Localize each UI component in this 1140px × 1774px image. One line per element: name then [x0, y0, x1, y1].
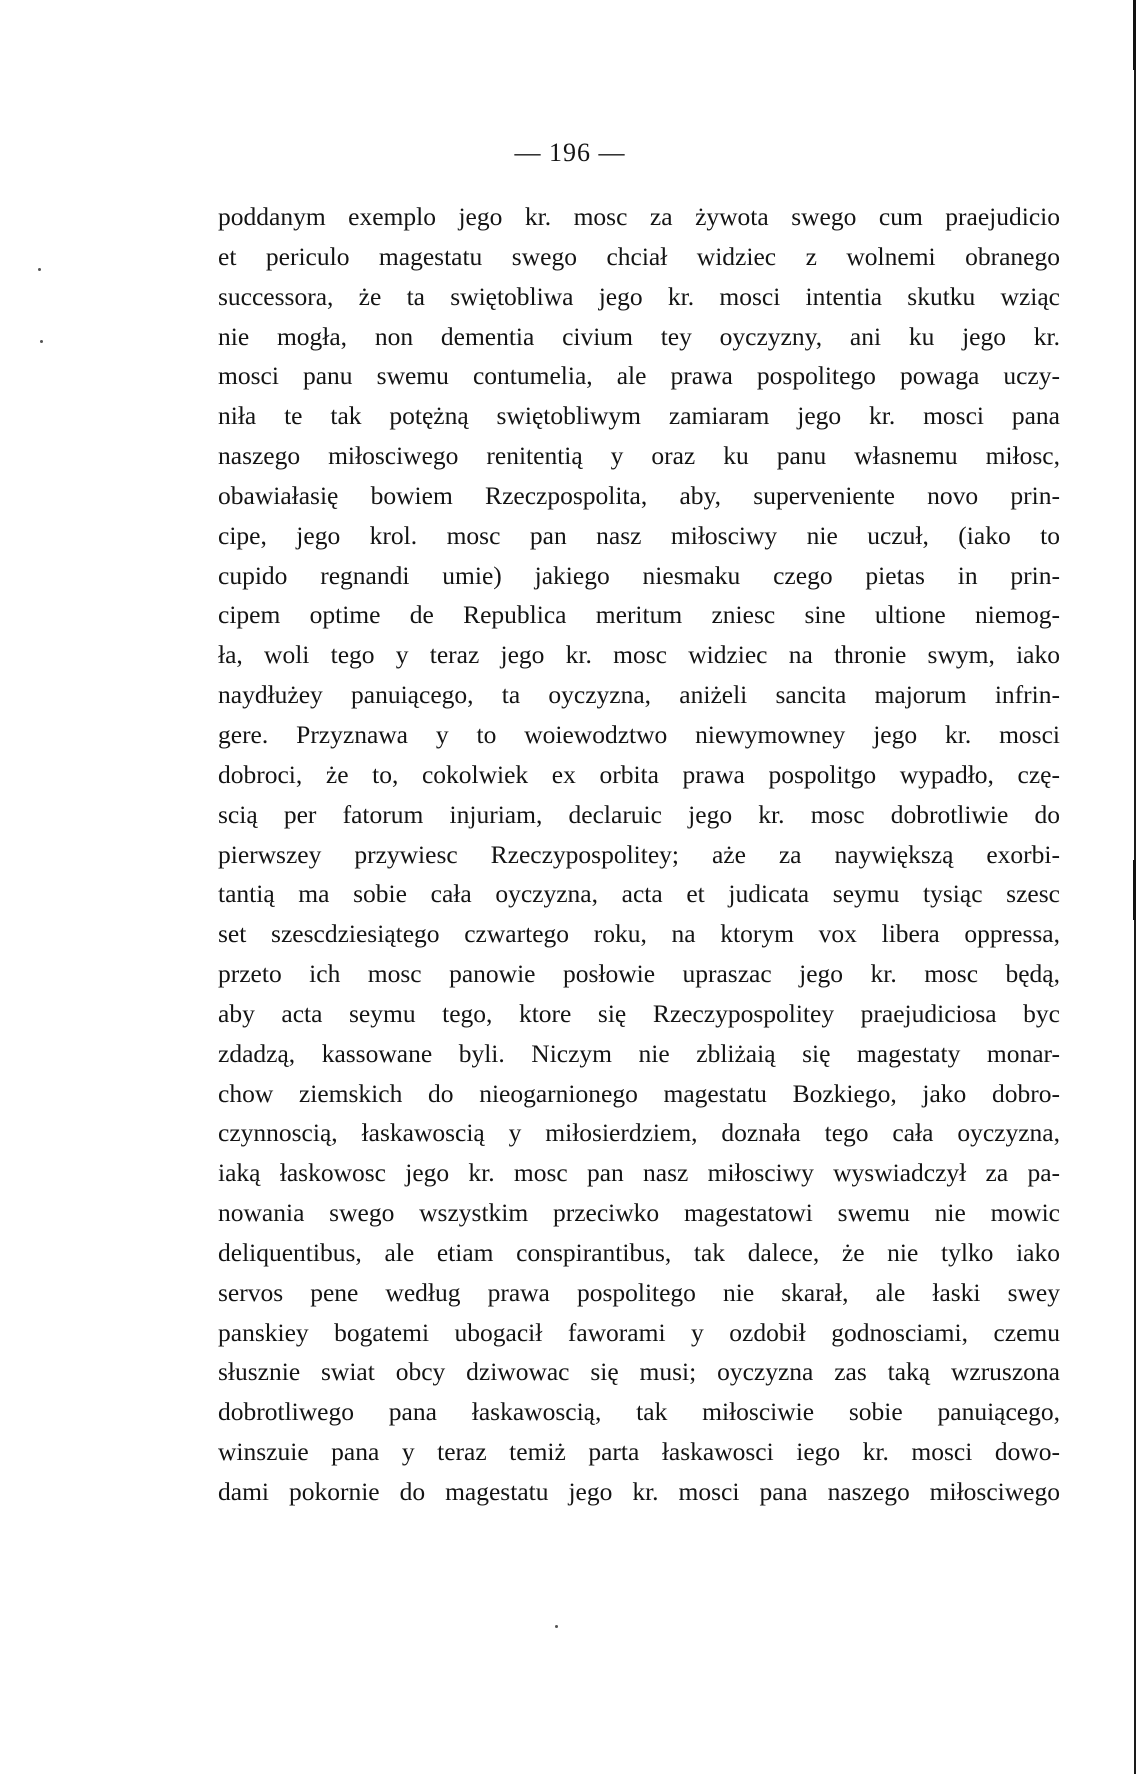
text-line: winszuie pana y teraz temiż parta łaskawosci iego kr. mosci dowo- — [218, 1437, 1060, 1467]
text-line: servos pene według prawa pospolitego nie skarał, ale łaski swey — [218, 1277, 1060, 1307]
text-line: przeto ich mosc panowie posłowie upraszac jego kr. mosc będą, — [218, 959, 1060, 989]
text-line: dobroci, że to, cokolwiek ex orbita prawa pospolitgo wypadło, czę- — [218, 759, 1060, 789]
page-number: — 196 — — [514, 138, 626, 167]
text-line: naszego miłosciwego renitentią y oraz ku panu własnemu miłosc, — [218, 441, 1060, 471]
text-line: et periculo magestatu swego chciał widziec z wolnemi obranego — [218, 241, 1060, 271]
scan-speck — [40, 340, 43, 343]
page-edge-mark — [1133, 860, 1136, 920]
text-line: obawiałasię bowiem Rzeczpospolita, aby, superveniente novo prin- — [218, 480, 1060, 510]
text-line: naydłużey panuiącego, ta oyczyzna, aniżeli sancita majorum infrin- — [218, 680, 1060, 710]
scan-speck — [38, 268, 41, 271]
text-line: cupido regnandi umie) jakiego niesmaku czego pietas in prin- — [218, 560, 1060, 590]
text-line: aby acta seymu tego, ktore się Rzeczypospolitey praejudiciosa byc — [218, 998, 1060, 1028]
text-line: tantią ma sobie cała oyczyzna, acta et judicata seymu tysiąc szesc — [218, 879, 1060, 909]
text-line: scią per fatorum injuriam, declaruic jego kr. mosc dobrotliwie do — [218, 799, 1060, 829]
text-line: nie mogła, non dementia civium tey oyczyzny, ani ku jego kr. — [218, 321, 1060, 351]
text-line: cipe, jego krol. mosc pan nasz miłosciwy nie uczuł, (iako to — [218, 520, 1060, 550]
text-line: nowania swego wszystkim przeciwko magestatowi swemu nie mowic — [218, 1198, 1060, 1228]
text-line: ła, woli tego y teraz jego kr. mosc widziec na thronie swym, iako — [218, 640, 1060, 670]
body-text — [218, 197, 1060, 1512]
text-line: zdadzą, kassowane byli. Niczym nie zbliżaią się magestaty monar- — [218, 1038, 1060, 1068]
page-edge-mark — [1133, 0, 1136, 70]
text-line: set szescdziesiątego czwartego roku, na ktorym vox libera oppressa, — [218, 919, 1060, 949]
text-line: deliquentibus, ale etiam conspirantibus, tak dalece, że nie tylko iako — [218, 1237, 1060, 1267]
scan-speck — [555, 1625, 558, 1628]
text-line: mosci panu swemu contumelia, ale prawa pospolitego powaga uczy- — [218, 361, 1060, 391]
text-line: pierwszey przywiesc Rzeczypospolitey; aże za naywiększą exorbi- — [218, 839, 1060, 869]
text-line: cipem optime de Republica meritum zniesc sine ultione niemog- — [218, 600, 1060, 630]
text-line: czynnoscią, łaskawoscią y miłosierdziem, doznała tego cała oyczyzna, — [218, 1118, 1060, 1148]
text-line: słusznie swiat obcy dziwowac się musi; oyczyzna zas taką wzruszona — [218, 1357, 1060, 1387]
text-line: poddanym exemplo jego kr. mosc za żywota swego cum praejudicio — [218, 202, 1060, 231]
text-line: niła te tak potężną swiętobliwym zamiaram jego kr. mosci pana — [218, 401, 1060, 431]
text-line: iaką łaskowosc jego kr. mosc pan nasz miłosciwy wyswiadczył za pa- — [218, 1158, 1060, 1188]
text-line: dobrotliwego pana łaskawoscią, tak miłosciwie sobie panuiącego, — [218, 1397, 1060, 1427]
text-line: gere. Przyznawa y to woiewodztwo niewymowney jego kr. mosci — [218, 719, 1060, 749]
text-line: dami pokornie do magestatu jego kr. mosci pana naszego miłosciwego — [218, 1477, 1060, 1506]
text-line: chow ziemskich do nieogarnionego magestatu Bozkiego, jako dobro- — [218, 1078, 1060, 1108]
text-line: panskiey bogatemi ubogacił faworami y ozdobił godnosciami, czemu — [218, 1317, 1060, 1347]
text-line: successora, że ta swiętobliwa jego kr. mosci intentia skutku wziąc — [218, 281, 1060, 311]
